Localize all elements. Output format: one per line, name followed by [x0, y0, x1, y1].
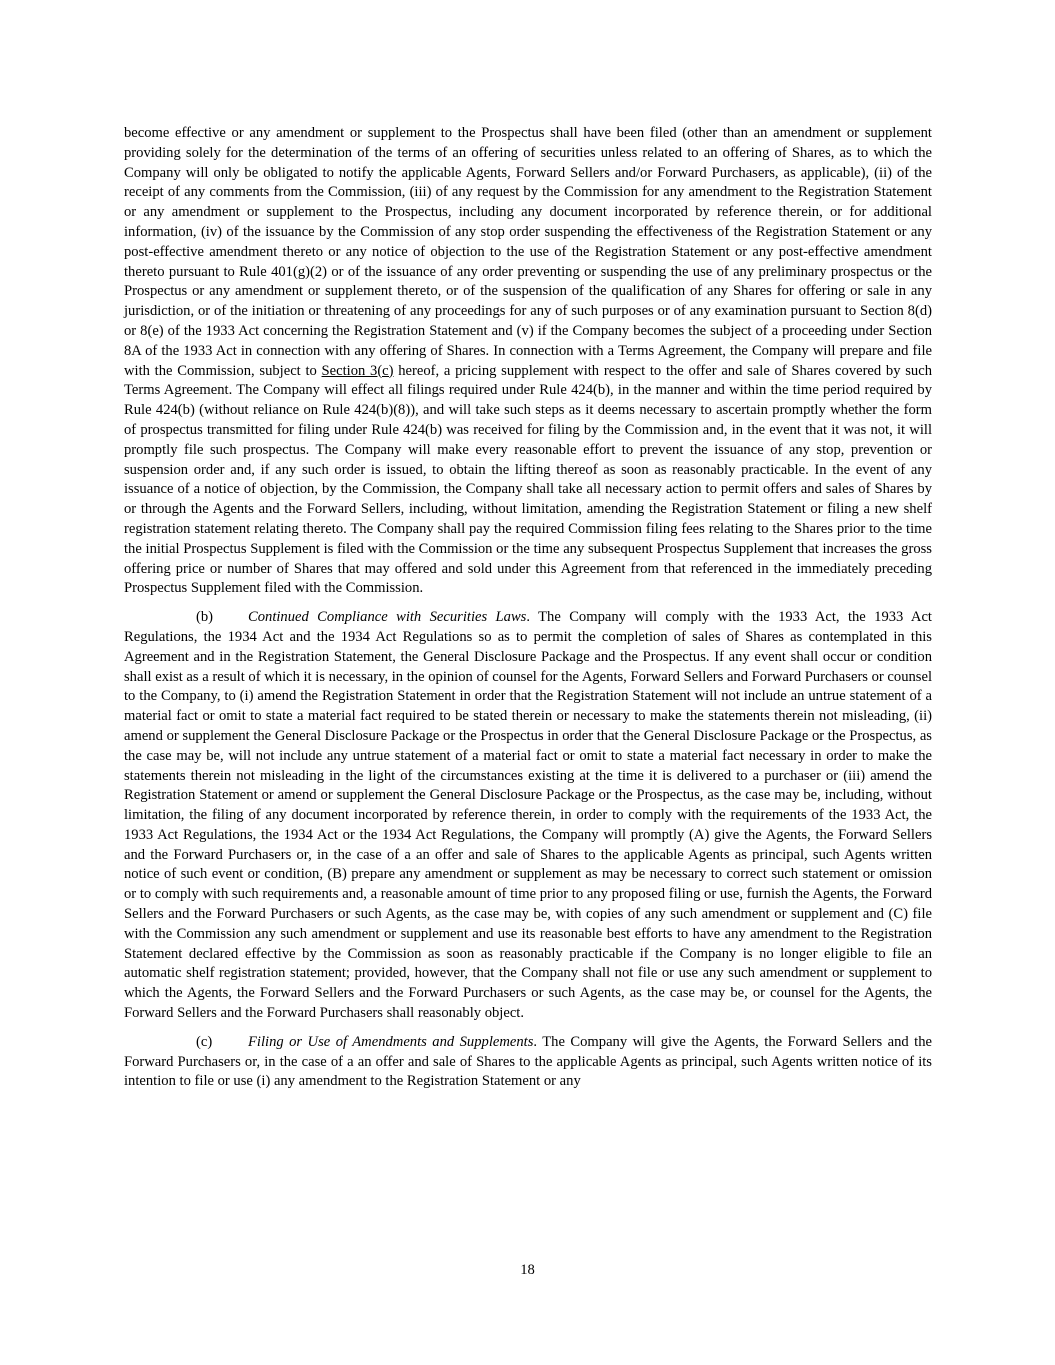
paragraph-text: hereof, a pricing supplement with respect to the offer and sale of Shares covered by such Terms Agreement. The Company will effect all filings required under Rule 424(b), in the manner and within the time period required by Rule 424(b) (without reliance on Rule 424(b)(8)), and will take such steps as it deems necessary to ascertain promptly whether the form of prospectus transmitted for filing under Rule 424(b) was received for filing by the Commission and, in the event that it was not, it will promptly file such prospectus. The Company will make every reasonable effort to prevent the issuance of any stop, prevention or suspension order and, if any such order is issued, to obtain the lifting thereof as soon as reasonably practicable. In the event of any issuance of a notice of objection, by the Commission, the Company shall take all necessary action to permit offers and sales of Shares by or through the Agents and the Forward Sellers, including, without limitation, amending the Registration Statement or filing a new shelf registration statement relating thereto. The Company shall pay the required Commission filing fees relating to the Shares prior to the time the initial Prospectus Supplement is filed with the Commission or the time any subsequent Prospectus Supplement that increases the gross offering price or number of Shares that may offered and sold under this Agreement from that referenced in the immediately preceding Prospectus Supplement filed with the Commission.	[124, 362, 933, 597]
paragraph-heading: Filing or Use of Amendments and Supplements	[248, 1033, 534, 1050]
paragraph-notification-continued	[124, 124, 932, 599]
paragraph-label: (c)	[196, 1033, 213, 1050]
paragraph-label: (b)	[196, 609, 214, 626]
paragraph-continued-compliance	[124, 608, 932, 1024]
paragraph-filing-amendments	[124, 1033, 932, 1092]
paragraph-text: . The Company will comply with the 1933 Act, the 1933 Act Regulations, the 1934 Act and the 1934 Act Regulations so as to permit the completion of sales of Shares as contemplated in this Agreement and in the Registration Statement, the General Disclosure Package and the Prospectus. If any event shall occur or condition shall exist as a result of which it is necessary, in the opinion of counsel for the Agents, Forward Sellers and Forward Purchasers or counsel to the Company, to (i) amend the Registration Statement in order that the Registration Statement will not include an untrue statement of a material fact or omit to state a material fact required to be stated therein or necessary to make the statements therein not misleading, (ii) amend or supplement the General Disclosure Package or the Prospectus in order that the General Disclosure Package or the Prospectus, as the case may be, will not include any untrue statement of a material fact or omit to state a material fact necessary in order to make the statements therein not misleading in the light of the circumstances existing at the time it is delivered to a purchaser or (iii) amend the Registration Statement or amend or supplement the General Disclosure Package or the Prospectus, as the case may be, including, without limitation, the filing of any document incorporated by reference therein, in order to comply with the requirements of the 1933 Act, the 1933 Act Regulations, the 1934 Act or the 1934 Act Regulations, the Company will promptly (A) give the Agents, the Forward Sellers and the Forward Purchasers or, in the case of a an offer and sale of Shares to the applicable Agents as principal, such Agents written notice of such event or condition, (B) prepare any amendment or supplement as may be necessary to correct such statement or omission or to comply with such requirements and, a reasonable amount of time prior to any proposed filing or use, furnish the Agents, the Forward Sellers and the Forward Purchasers or such Agents, as the case may be, with copies of any such amendment or supplement and (C) file with the Commission any such amendment or supplement and use its reasonable best efforts to have any amendment to the Registration Statement declared effective by the Commission as soon as reasonably practicable if the Company is no longer eligible to file an automatic shelf registration statement; provided, however, that the Company shall not file or use any such amendment or supplement to which the Agents, the Forward Sellers and the Forward Purchasers or such Agents, as the case may be, or counsel for the Agents, the Forward Sellers and the Forward Purchasers shall reasonably object.	[124, 609, 933, 1022]
page-number: 18	[520, 1262, 535, 1278]
paragraph-text: become effective or any amendment or supplement to the Prospectus shall have been filed (other than an amendment or supplement providing solely for the determination of the terms of an offering of securities unless related to an offering of Shares, as to which the Company will only be obligated to notify the applicable Agents, Forward Sellers and/or Forward Purchasers, as applicable), (ii) of the receipt of any comments from the Commission, (iii) of any request by the Commission for any amendment to the Registration Statement or any amendment or supplement to the Prospectus, including any document incorporated by reference therein, or for additional information, (iv) of the issuance by the Commission of any stop order suspending the effectiveness of the Registration Statement or any post-effective amendment thereto or any notice of objection to the use of the Registration Statement or any post-effective amendment thereto pursuant to Rule 401(g)(2) or of the issuance of any order preventing or suspending the use of any preliminary prospectus or the Prospectus or any amendment or supplement thereto, or of the suspension of the qualification of any Shares for offering or sale in any jurisdiction, or of the initiation or threatening of any proceedings for any of such purposes or of any examination pursuant to Section 8(d) or 8(e) of the 1933 Act concerning the Registration Statement and (v) if the Company becomes the subject of a proceeding under Section 8A of the 1933 Act in connection with any offering of Shares. In connection with a Terms Agreement, the Company will prepare and file with the Commission, subject to	[124, 125, 932, 379]
section-reference-link: Section 3(c)	[321, 362, 394, 379]
paragraph-text: . The Company will give the Agents, the Forward Sellers and the Forward Purchasers or, in the case of a an offer and sale of Shares to the applicable Agents as principal, such Agents written notice of its intention to file or use (i) any amendment to the Registration Statement or any	[124, 1033, 932, 1090]
document-page	[124, 124, 932, 1092]
paragraph-heading: Continued Compliance with Securities Laws	[248, 609, 527, 626]
